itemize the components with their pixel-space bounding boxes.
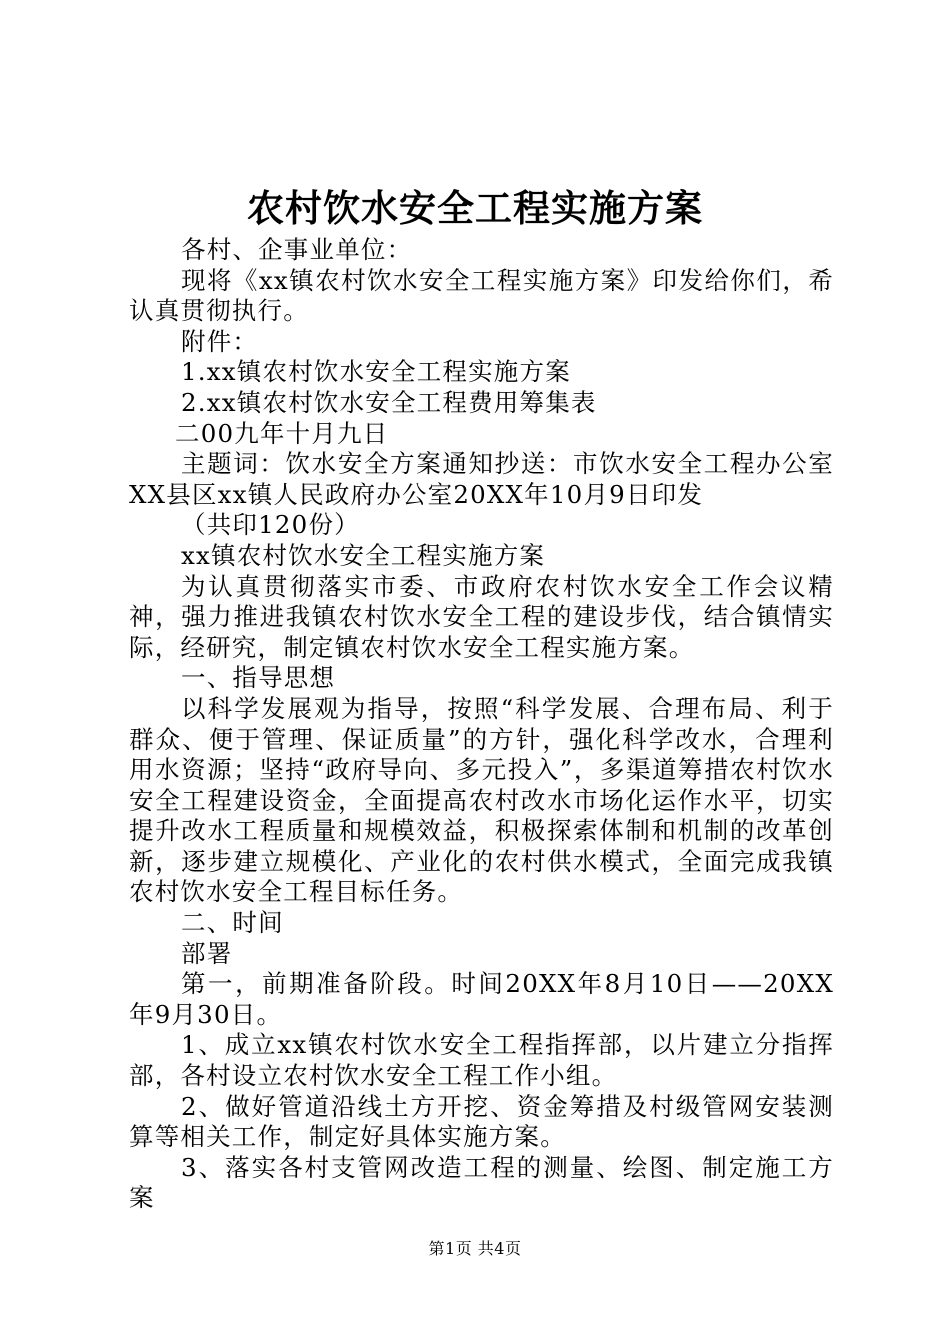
paragraph: 现将《xx镇农村饮水安全工程实施方案》印发给你们，希认真贯彻执行。 [129, 265, 834, 326]
paragraph: 主题词：饮水安全方案通知抄送：市饮水安全工程办公室XX县区xx镇人民政府办公室20XX年10月9日印发 [129, 449, 834, 509]
paragraph: 1、成立xx镇农村饮水安全工程指挥部，以片建立分指挥部，各村设立农村饮水安全工程工作小组。 [129, 1030, 834, 1091]
document-title: 农村饮水安全工程实施方案 [247, 186, 703, 230]
paragraph: 各村、企事业单位： [181, 235, 413, 264]
paragraph: 3、落实各村支管网改造工程的测量、绘图、制定施工方案 [129, 1152, 834, 1213]
paragraph: xx镇农村饮水安全工程实施方案 [181, 540, 546, 570]
paragraph: 二00九年十月九日 [175, 418, 389, 448]
paragraph: 以科学发展观为指导，按照“科学发展、合理布局、利于群众、便于管理、保证质量”的方针，强化科学改水，合理利用水资源；坚持“政府导向、多元投入”，多渠道筹措农村饮水安全工程建设资金，全面提高农村改水市场化运作水平，切实提升改水工程质量和规模效益，积极探索体制和机制的改革创新，逐步建立规模化、产业化的农村供水模式，全面完成我镇农村饮水安全工程目标任务。 [129, 693, 834, 907]
document-body [129, 235, 834, 1214]
page-number-footer: 第1页 共4页 [428, 1239, 522, 1258]
section-heading: 一、指导思想 [181, 663, 336, 693]
paragraph: （共印120份） [181, 510, 360, 540]
paragraph: 附件： [181, 326, 259, 356]
paragraph: 2.xx镇农村饮水安全工程费用筹集表 [181, 387, 597, 417]
paragraph: 第一，前期准备阶段。时间20XX年8月10日——20XX年9月30日。 [129, 969, 834, 1029]
paragraph: 2、做好管道沿线土方开挖、资金筹措及村级管网安装测算等相关工作，制定好具体实施方案。 [129, 1091, 834, 1152]
paragraph: 1.xx镇农村饮水安全工程实施方案 [181, 357, 571, 387]
section-heading: 二、时间 [181, 908, 284, 938]
paragraph: 为认真贯彻落实市委、市政府农村饮水安全工作会议精神，强力推进我镇农村饮水安全工程的建设步伐，结合镇情实际，经研究，制定镇农村饮水安全工程实施方案。 [129, 571, 834, 662]
paragraph: 部署 [181, 938, 233, 968]
